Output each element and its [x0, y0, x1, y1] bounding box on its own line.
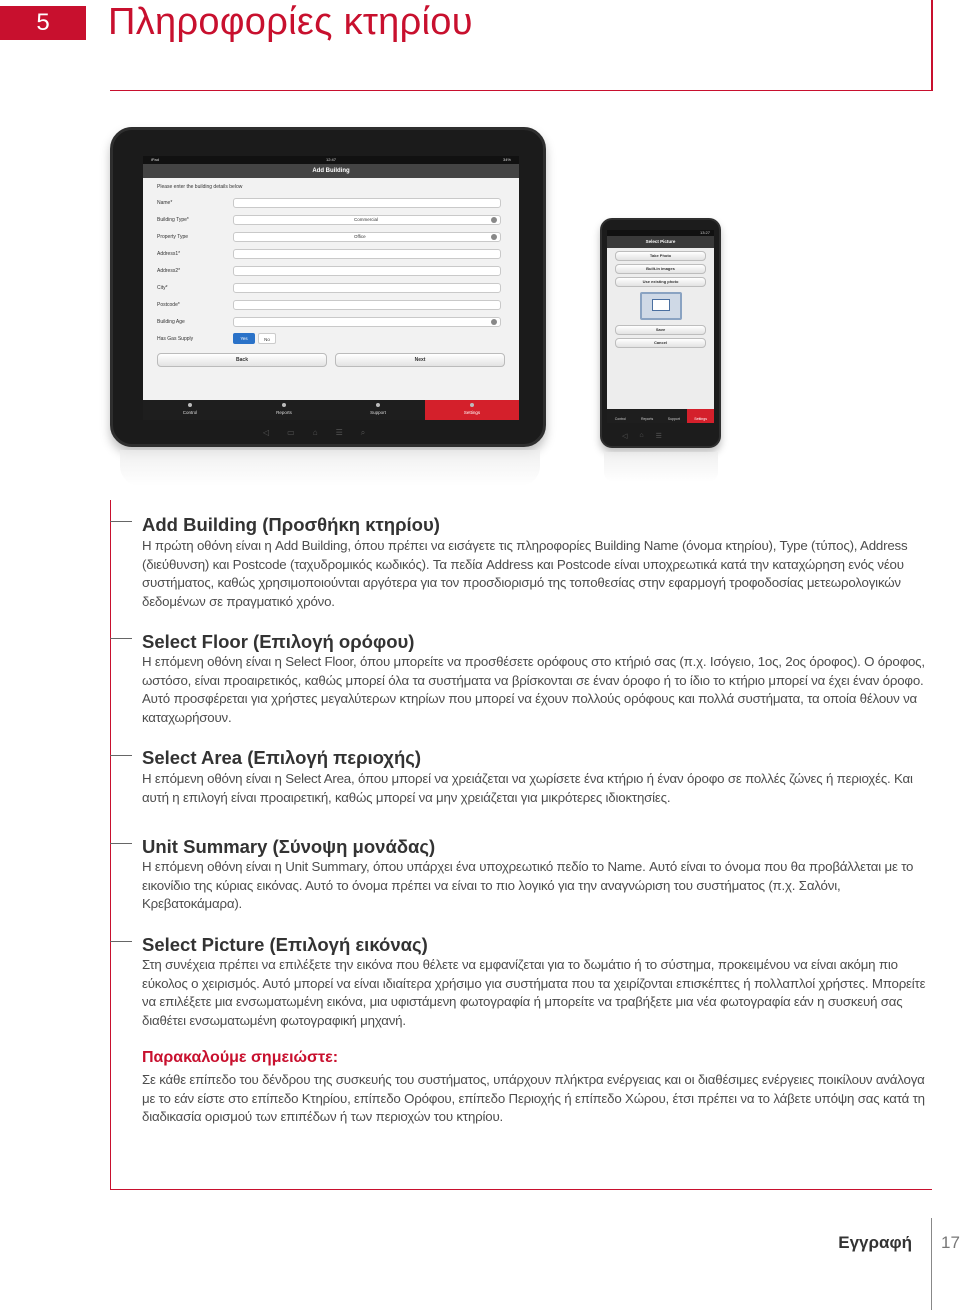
city-input[interactable]: [233, 283, 501, 293]
gas-supply-label: Has Gas Supply: [157, 335, 194, 342]
property-type-value: Office: [354, 233, 366, 239]
form-row-address2: [143, 262, 519, 279]
phone-status-time: 13:27: [607, 230, 714, 236]
name-input[interactable]: [233, 198, 501, 208]
phone-nav-control[interactable]: Control: [614, 417, 627, 421]
form-row-gas-supply: [143, 330, 519, 347]
section-tick: [110, 755, 132, 756]
built-in-images-button[interactable]: Built-in images: [615, 264, 706, 274]
section-body-select-floor: Η επόμενη οθόνη είναι η Select Floor, όπου μπορείτε να προσθέσετε ορόφους στο κτήριό σας (π.χ. Ισόγειο, 1ος, 2ος όροφος). Ο όροφος, ωστόσο, είναι προαιρετικός, καθώς μπορεί όλα τα συστήματα να βρίσκονται σε έναν όροφο ή το ίδιο το κτήριο μπορεί να έχει έναν όροφο. Αυτό προσφέρεται για χρήστες μεγαλύτερων κτηρίων που μπορεί να έχουν πολλούς ορόφους και πολλά συστήματα, τα οποία θέλουν να καταχωρήσουν.: [142, 654, 925, 726]
content-frame-vertical: [110, 500, 111, 1190]
phone-system-buttons: [622, 432, 662, 440]
page-title: Πληροφορίες κτηρίου: [108, 1, 473, 43]
address2-label: Address2*: [157, 267, 181, 274]
section-body-select-area: Η επόμενη οθόνη είναι η Select Area, όπου μπορεί να χρειάζεται να χωρίσετε ένα κτήριο ή έναν όροφο σε πολλές ζώνες ή περιοχές. Και αυτή η επιλογή είναι προαιρετική, καθώς μπορεί να μην χρειάζεται για μικρότερες ιδιοκτησίες.: [142, 771, 913, 805]
name-label: Name*: [157, 199, 173, 206]
tablet-status-battery: 34%: [502, 157, 511, 162]
building-type-value: Commercial: [354, 216, 379, 222]
home-icon: ⌂: [312, 428, 318, 437]
tablet-form-buttons: [143, 347, 519, 373]
form-row-postcode: [143, 296, 519, 313]
building-type-select[interactable]: [233, 215, 501, 225]
picture-preview: [640, 292, 682, 320]
cancel-button[interactable]: Cancel: [615, 338, 706, 348]
form-row-name: [143, 194, 519, 211]
note-body: Σε κάθε επίπεδο του δένδρου της συσκευής του συστήματος, υπάρχουν πλήκτρα ενέργειας και οι διαθέσιμες ενέργειες ποικίλουν ανάλογα με το εάν είστε στο επίπεδο Κτηρίου, επίπεδο Ορόφου, επίπεδο Περιοχής ή επίπεδο Χώρου, έτσι πρέπει να το λάβετε υπόψη σας κατά τη διαδικασία ορισμού των επιπέδων ή των περιοχών του κτηρίου.: [142, 1072, 925, 1125]
form-row-property-type: [143, 228, 519, 245]
tablet-screen: [143, 156, 519, 420]
menu-icon: ☰: [655, 433, 662, 440]
phone-nav-support[interactable]: Support: [667, 417, 680, 421]
recent-apps-icon: ▭: [287, 428, 295, 437]
building-age-label: Building Age: [157, 318, 185, 325]
section-title-select-picture: Select Picture (Επιλογή εικόνας): [142, 934, 428, 955]
footer-divider-vertical: [931, 1218, 932, 1310]
postcode-label: Postcode*: [157, 301, 180, 308]
header-divider-horizontal: [110, 90, 933, 91]
page-number: 17: [941, 1233, 960, 1252]
address1-input[interactable]: [233, 249, 501, 259]
gas-no-button[interactable]: No: [258, 333, 276, 344]
phone-screen: [607, 230, 714, 423]
image-icon: [652, 299, 670, 311]
form-row-city: [143, 279, 519, 296]
address2-input[interactable]: [233, 266, 501, 276]
address1-label: Address1*: [157, 250, 181, 257]
chevron-down-icon: [491, 319, 497, 325]
section-body-select-picture: Στη συνέχεια πρέπει να επιλέξετε την εικόνα που θέλετε να εμφανίζεται για το δωμάτιο ή το σύστημα, προκειμένου να είναι ακόμη πιο εύκολος ο χειρισμός. Αυτό μπορεί να είναι ιδιαίτερα χρήσιμο για συστήματα που τα χειρίζονται επισκέπτες ή πολλαπλοί χρήστες. Μπορείτε να επιλέξετε μια ενσωματωμένη εικόνα, μια υφιστάμενη φωτογραφία ή μπορείτε να τραβήξετε μια νέα φωτογραφία εάν η συσκευή σας διαθέτει ενσωματωμένη φωτογραφική μηχανή.: [142, 957, 926, 1029]
tablet-bottom-nav: [143, 400, 519, 420]
menu-icon: ☰: [335, 428, 343, 437]
footer-section-label: Εγγραφή: [838, 1233, 912, 1252]
phone-nav-reports[interactable]: Reports: [640, 417, 654, 421]
phone-screen-title: Select Picture: [607, 236, 714, 248]
section-tick: [110, 638, 132, 639]
tablet-status-bar: [143, 156, 519, 164]
home-icon: ⌂: [639, 432, 644, 439]
phone-reflection: [604, 452, 718, 482]
chapter-number: 5: [0, 6, 86, 40]
section-body-add-building: Η πρώτη οθόνη είναι η Add Building, όπου πρέπει να εισάγετε τις πληροφορίες Building Name (όνομα κτηρίου), Type (τύπος), Address (διεύθυνση) και Postcode (ταχυδρομικός κωδικός). Τα πεδία Address και Postcode είναι υποχρεωτικά κατά την καταχώρηση ενός νέου συστήματος, καθώς χρησιμοποιούνται αργότερα για τον προσδιορισμό της τοποθεσίας στην εφαρμογή τροφοδοσίας μετεωρολογικών δεδομένων σε πραγματικό χρόνο.: [142, 538, 908, 610]
phone-bottom-nav: [607, 409, 714, 423]
property-type-select[interactable]: [233, 232, 501, 242]
section-title-add-building: Add Building (Προσθήκη κτηρίου): [142, 514, 440, 535]
building-age-select[interactable]: [233, 317, 501, 327]
phone-nav-settings[interactable]: Settings: [687, 409, 714, 423]
form-row-address1: [143, 245, 519, 262]
nav-reports[interactable]: Reports: [237, 400, 331, 420]
tablet-screen-title: Add Building: [143, 164, 519, 178]
tablet-status-time: 12:47: [325, 157, 336, 162]
chevron-down-icon: [491, 234, 497, 240]
tablet-status-device: iPad: [151, 157, 160, 162]
chevron-down-icon: [491, 217, 497, 223]
nav-support[interactable]: Support: [331, 400, 425, 420]
section-title-unit-summary: Unit Summary (Σύνοψη μονάδας): [142, 836, 436, 857]
building-type-label: Building Type*: [157, 216, 189, 223]
tablet-intro-text: Please enter the building details below: [157, 184, 243, 190]
form-row-building-age: [143, 313, 519, 330]
next-button[interactable]: Next: [335, 353, 505, 367]
nav-settings[interactable]: Settings: [425, 400, 519, 420]
tablet-illustration: [110, 127, 546, 447]
section-tick: [110, 843, 132, 844]
footer-divider-horizontal: [110, 1189, 932, 1190]
form-row-building-type: [143, 211, 519, 228]
section-body-unit-summary: Η επόμενη οθόνη είναι η Unit Summary, όπου υπάρχει ένα υποχρεωτικό πεδίο το Name. Αυτό είναι το όνομα που θα προβάλλεται με το εικονίδιο της κύριας εικόνας. Αυτό το όνομα πρέπει να είναι το πιο λογικό για την αναγνώριση του συστήματος (π.χ. Σαλόνι, Κρεβατοκάμαρα).: [142, 859, 914, 912]
tablet-system-buttons: [263, 428, 365, 438]
nav-control[interactable]: Control: [143, 400, 237, 420]
section-tick: [110, 521, 132, 522]
back-arrow-icon: ◁: [622, 433, 628, 440]
postcode-input[interactable]: [233, 300, 501, 310]
note-title: Παρακαλούμε σημειώστε:: [142, 1049, 339, 1066]
take-photo-button[interactable]: Take Photo: [615, 251, 706, 261]
section-title-select-area: Select Area (Επιλογή περιοχής): [142, 747, 422, 768]
tablet-reflection: [120, 450, 540, 486]
back-arrow-icon: ◁: [263, 428, 270, 437]
header-divider-vertical: [931, 0, 933, 91]
save-button[interactable]: Save: [615, 325, 706, 335]
property-type-label: Property Type: [157, 233, 189, 240]
gas-yes-button[interactable]: Yes: [233, 333, 255, 344]
section-tick: [110, 941, 132, 942]
city-label: City*: [157, 284, 168, 291]
use-existing-photo-button[interactable]: Use existing photo: [615, 277, 706, 287]
back-button[interactable]: Back: [157, 353, 327, 367]
search-icon: ⌕: [360, 428, 366, 437]
section-title-select-floor: Select Floor (Επιλογή ορόφου): [142, 631, 415, 652]
phone-illustration: [600, 218, 721, 448]
